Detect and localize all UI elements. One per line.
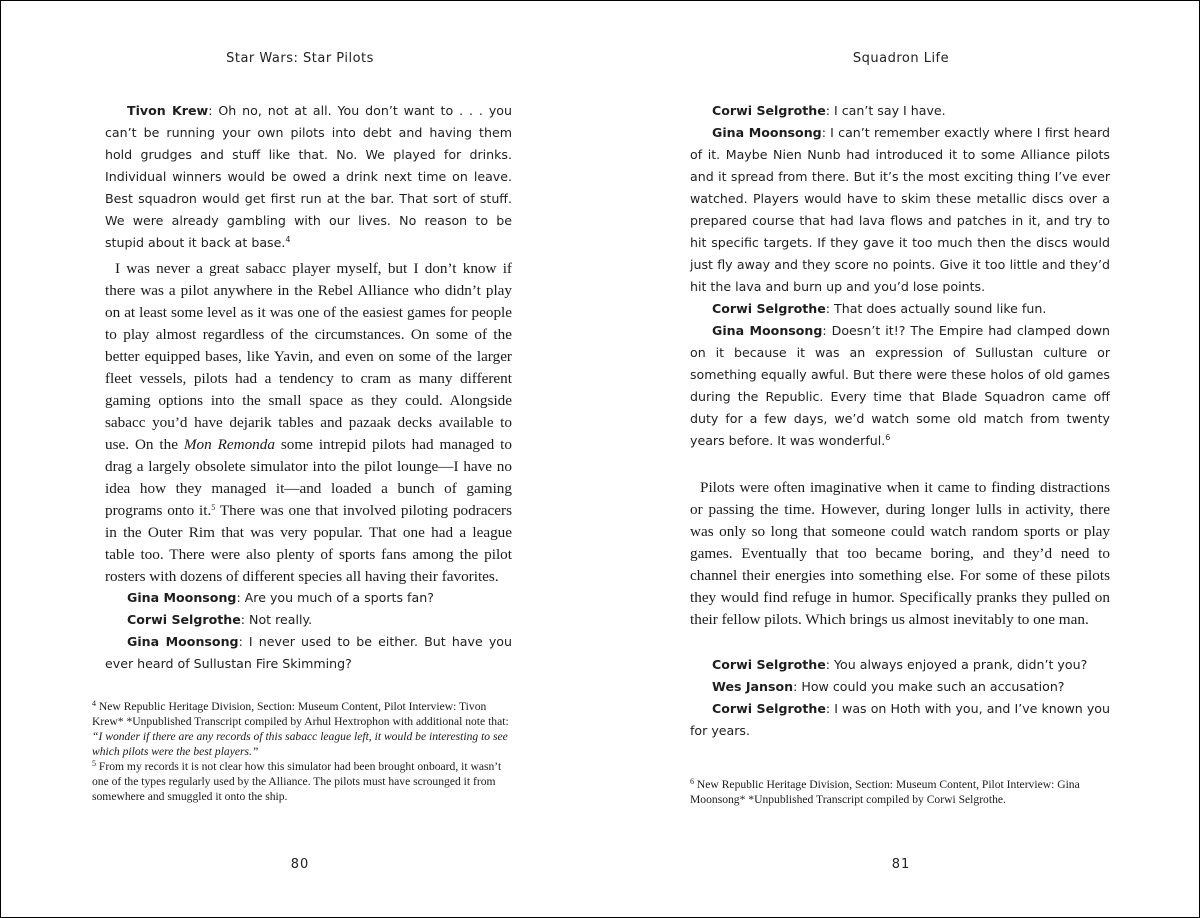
page-number: 81 bbox=[891, 857, 911, 872]
speaker-name: Gina Moonsong bbox=[127, 590, 237, 605]
page-number: 80 bbox=[290, 857, 310, 872]
running-head: Squadron Life bbox=[852, 51, 950, 66]
dialog-line bbox=[105, 587, 512, 609]
speaker-name: Corwi Selgrothe bbox=[712, 103, 826, 118]
speaker-name: Wes Janson bbox=[712, 679, 794, 694]
dialog-line bbox=[690, 298, 1110, 320]
footnote-text: New Republic Heritage Division, Section: Museum Content, Pilot Interview: Gina Moonsong* *Unpublished Transcript compiled by Corwi Selgrothe. bbox=[690, 778, 1080, 806]
dialog-text: : You always enjoyed a prank, didn’t you? bbox=[825, 657, 1088, 672]
dialog-text: : I never used to be either. But have you ever heard of Sullustan Fire Skimming? bbox=[105, 634, 512, 671]
narrative-text: Pilots were often imaginative when it came to finding distractions or passing the time. However, during longer lulls in activity, there was only so long that someone could watch random sports or play games. Eventually that too became boring, and they’d need to channel their energies into something else. For some of these pilots they would find refuge in humor. Specifically pranks they pulled on their fellow pilots. Which brings us almost inevitably to one man. bbox=[690, 479, 1110, 628]
dialog-text: : I was on Hoth with you, and I’ve known you for years. bbox=[690, 701, 1110, 738]
dialog-block bbox=[105, 100, 512, 254]
dialog-line bbox=[105, 100, 512, 254]
dialog-text: : I can’t remember exactly where I first heard of it. Maybe Nien Nunb had introduced it to some Alliance pilots and it spread from there. But it’s the most exciting thing I’ve ever watched. Players would have to skim these metallic discs over a prepared course that had lava flows and patches in it, and try to hit specific targets. If they gave it too much then the discs would just fly away and they score no points. Give it too little and they’d hit the lava and burn up and you’d lose points. bbox=[690, 125, 1110, 294]
footnote-ref: 4 bbox=[285, 235, 291, 244]
dialog-line bbox=[690, 698, 1110, 742]
dialog-text: : Doesn’t it!? The Empire had clamped down on it because it was an expression of Sullustan culture or something equally awful. But there were these holos of old games during the Republic. Every time that Blade Squadron came off duty for a few days, we’d watch some old match from twenty years before. It was wonderful. bbox=[690, 323, 1110, 448]
dialog-text: : Not really. bbox=[240, 612, 313, 627]
speaker-name: Corwi Selgrothe bbox=[712, 301, 826, 316]
dialog-line bbox=[690, 122, 1110, 298]
dialog-block bbox=[690, 100, 1110, 452]
dialog-line bbox=[105, 631, 512, 675]
ship-name: Mon Remonda bbox=[183, 436, 275, 453]
footnote-ref: 5 bbox=[211, 503, 216, 512]
footnote-number: 6 bbox=[690, 777, 694, 786]
narrative-text bbox=[105, 258, 512, 588]
left-page bbox=[1, 1, 599, 917]
footnote bbox=[92, 759, 512, 804]
speaker-name: Tivon Krew bbox=[127, 103, 209, 118]
footnote-number: 5 bbox=[92, 759, 96, 768]
narrative-part: some intrepid pilots had managed to drag a largely obsolete simulator into the pilot lounge—I have no idea how they managed it—and loaded a bunch of gaming programs onto it. bbox=[105, 436, 512, 519]
dialog-line bbox=[690, 654, 1110, 676]
dialog-text: : How could you make such an accusation? bbox=[793, 679, 1065, 694]
footnote bbox=[690, 777, 1110, 807]
dialog-line bbox=[105, 609, 512, 631]
speaker-name: Corwi Selgrothe bbox=[712, 657, 826, 672]
dialog-text: : That does actually sound like fun. bbox=[825, 301, 1047, 316]
dialog-text: : Oh no, not at all. You don’t want to . . . you can’t be running your own pilots into debt and having them hold grudges and stuff like that. No. We played for drinks. Individual winners would be owed a drink next time on leave. Best squadron would get first run at the bar. That sort of stuff. We were already gambling with our lives. No reason to be stupid about it back at base. bbox=[105, 103, 512, 250]
dialog-text: : Are you much of a sports fan? bbox=[236, 590, 434, 605]
footnotes bbox=[92, 699, 512, 804]
footnote bbox=[92, 699, 512, 759]
footnotes bbox=[690, 777, 1110, 807]
narrative-part: There was one that involved piloting podracers in the Outer Rim that was very popular. That one had a league table too. There were also plenty of sports fans among the pilot rosters with dozens of different species all having their favorites. bbox=[105, 502, 512, 585]
narrative-part: I was never a great sabacc player myself, but I don’t know if there was a pilot anywhere in the Rebel Alliance who didn’t play on at least some level as it was one of the easiest games for people to play almost regardless of the circumstances. On some of the better equipped bases, like Yavin, and even on some of the larger fleet vessels, pilots had a tendency to cram as many different gaming options into the small space as they could. Alongside sabacc you’d have dejarik tables and pazaak decks available to use. On the bbox=[105, 260, 512, 453]
footnote-text: New Republic Heritage Division, Section: Museum Content, Pilot Interview: Tivon Krew* *Unpublished Transcript compiled by Arhul Hextrophon with additional note that: bbox=[92, 700, 509, 728]
narrative-paragraph bbox=[105, 258, 512, 588]
speaker-name: Gina Moonsong bbox=[127, 634, 239, 649]
dialog-line bbox=[690, 100, 1110, 122]
speaker-name: Gina Moonsong bbox=[712, 125, 822, 140]
speaker-name: Corwi Selgrothe bbox=[127, 612, 241, 627]
dialog-block bbox=[105, 587, 512, 675]
footnote-quote: “I wonder if there are any records of this sabacc league left, it would be interesting to see which pilots were the best players.” bbox=[92, 730, 508, 758]
running-head: Star Wars: Star Pilots bbox=[226, 51, 374, 66]
footnote-text: From my records it is not clear how this simulator had been brought onboard, it wasn’t one of the types regularly used by the Alliance. The pilots must have scrounged it from somewhere and smuggled it onto the ship. bbox=[92, 760, 502, 803]
speaker-name: Corwi Selgrothe bbox=[712, 701, 826, 716]
right-page bbox=[600, 1, 1198, 917]
speaker-name: Gina Moonsong bbox=[712, 323, 823, 338]
narrative-paragraph bbox=[690, 477, 1110, 631]
dialog-line bbox=[690, 676, 1110, 698]
dialog-line bbox=[690, 320, 1110, 452]
dialog-block bbox=[690, 654, 1110, 742]
footnote-ref: 6 bbox=[885, 433, 891, 442]
dialog-text: : I can’t say I have. bbox=[825, 103, 946, 118]
footnote-number: 4 bbox=[92, 699, 96, 708]
